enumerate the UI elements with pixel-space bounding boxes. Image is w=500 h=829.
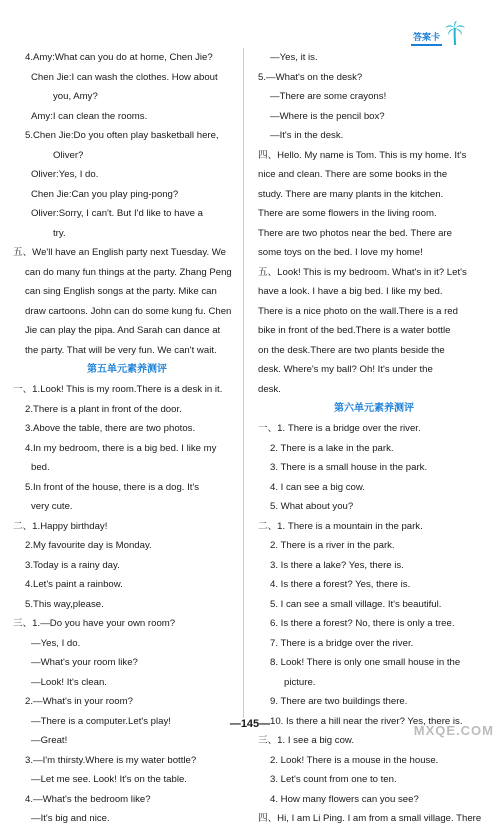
- text-line: 2.There is a plant in front of the door.: [25, 403, 182, 415]
- text-line: picture.: [284, 676, 316, 688]
- text-line: 一、1.Look! This is my room.There is a desk in it.: [13, 384, 223, 395]
- text-line: —Let me see. Look! It's on the table.: [31, 774, 187, 785]
- text-line: 4. Is there a forest? Yes, there is.: [270, 579, 411, 590]
- text-line: 3. Is there a lake? Yes, there is.: [270, 559, 404, 571]
- text-line: —There are some crayons!: [270, 91, 387, 102]
- text-line: 3.Above the table, there are two photos.: [25, 423, 196, 434]
- text-line: Oliver:Sorry, I can't. But I'd like to have a: [31, 208, 203, 219]
- text-line: draw cartoons. John can do some kung fu. Chen: [25, 305, 232, 317]
- watermark: MXQE.COM: [413, 723, 494, 738]
- text-line: 9. There are two buildings there.: [270, 696, 408, 707]
- text-line: 二、1. There is a mountain in the park.: [258, 520, 423, 532]
- text-line: 6. Is there a forest? No, there is only a tree.: [270, 618, 455, 629]
- text-line: 8. Look! There is only one small house in the: [270, 657, 461, 668]
- text-line: Chen Jie:I can wash the clothes. How about: [31, 71, 218, 83]
- text-line: Oliver?: [53, 149, 84, 161]
- text-line: 3.Today is a rainy day.: [25, 559, 120, 571]
- text-line: Amy:I can clean the rooms.: [31, 110, 148, 122]
- text-line: Oliver:Yes, I do.: [31, 169, 99, 180]
- text-line: 4.In my bedroom, there is a big bed. I like my: [25, 442, 217, 454]
- text-line: There are two photos near the bed. There are: [258, 227, 452, 239]
- text-line: bed.: [31, 462, 50, 473]
- text-line: 10. Is there a hill near the river? Yes, there is.: [270, 715, 463, 727]
- text-line: can sing English songs at the party. Mike can: [25, 286, 217, 297]
- text-line: 三、1.—Do you have your own room?: [13, 618, 176, 629]
- text-line: 2.—What's in your room?: [25, 696, 133, 707]
- text-line: nice and clean. There are some books in the: [258, 169, 448, 180]
- text-line: 五、Look! This is my bedroom. What's in it? Let's: [258, 266, 467, 278]
- text-line: 3. Let's count from one to ten.: [270, 774, 397, 785]
- text-line: study. There are many plants in the kitchen.: [258, 188, 444, 200]
- text-line: 4.—What's the bedroom like?: [25, 793, 151, 805]
- text-line: you, Amy?: [53, 91, 98, 102]
- text-line: There are some flowers in the living room.: [258, 208, 437, 219]
- text-line: 5.Chen Jie:Do you often play basketball here,: [25, 130, 219, 141]
- text-line: can do many fun things at the party. Zhang Peng: [25, 266, 232, 278]
- text-line: 3.—I'm thirsty.Where is my water bottle?: [25, 754, 197, 766]
- text-line: 5.This way,please.: [25, 598, 104, 610]
- text-line: 4. How many flowers can you see?: [270, 793, 419, 805]
- section-heading: 第六单元素养测评: [334, 403, 414, 414]
- column-divider: [243, 48, 244, 718]
- text-line: 2. There is a river in the park.: [270, 540, 395, 551]
- text-line: 4.Let's paint a rainbow.: [25, 579, 123, 590]
- text-line: the party. That will be very fun. We can't wait.: [25, 344, 217, 356]
- text-line: 4.Amy:What can you do at home, Chen Jie?: [25, 52, 213, 63]
- text-line: Chen Jie:Can you play ping-pong?: [31, 188, 179, 200]
- text-line: —Yes, I do.: [31, 637, 81, 649]
- text-line: 二、1.Happy birthday!: [13, 520, 108, 532]
- text-line: 7. There is a bridge over the river.: [270, 637, 414, 649]
- text-line: desk.: [258, 383, 281, 395]
- badge-label: 答案卡: [411, 30, 442, 46]
- text-line: 2.My favourite day is Monday.: [25, 540, 152, 551]
- text-line: 4. I can see a big cow.: [270, 481, 365, 493]
- text-line: very cute.: [31, 501, 73, 512]
- text-line: 三、1. I see a big cow.: [258, 735, 354, 746]
- text-line: —Yes, it is.: [270, 52, 318, 63]
- text-line: 5.—What's on the desk?: [258, 71, 363, 83]
- text-line: 5. What about you?: [270, 501, 354, 512]
- text-line: 五、We'll have an English party next Tuesday. We: [13, 247, 226, 258]
- text-line: —What's your room like?: [31, 657, 138, 668]
- text-line: some toys on the bed. I love my home!: [258, 247, 423, 258]
- text-line: 2. Look! There is a mouse in the house.: [270, 754, 439, 766]
- text-line: 一、1. There is a bridge over the river.: [258, 423, 421, 434]
- text-line: —There is a computer.Let's play!: [31, 715, 171, 727]
- page-number: —145—: [229, 718, 271, 730]
- palm-tree-icon: [444, 20, 466, 46]
- section-heading: 第五单元素养测评: [87, 364, 167, 375]
- text-line: 3. There is a small house in the park.: [270, 462, 428, 473]
- text-line: have a look. I have a big bed. I like my bed.: [258, 286, 443, 297]
- text-line: —Look! It's clean.: [31, 676, 107, 688]
- text-line: 四、Hi, I am Li Ping. I am from a small village. There: [258, 813, 482, 824]
- text-line: —It's big and nice.: [31, 813, 110, 824]
- text-line: Jie can play the pipa. And Sarah can dance at: [25, 325, 221, 336]
- text-line: 5. I can see a small village. It's beautiful.: [270, 598, 442, 610]
- left-column: [13, 48, 241, 829]
- text-line: 四、Hello. My name is Tom. This is my home. It's: [258, 149, 467, 161]
- right-column: [258, 48, 490, 829]
- answer-card-badge: [411, 20, 466, 46]
- text-line: try.: [53, 227, 66, 239]
- text-line: There is a nice photo on the wall.There is a red: [258, 305, 458, 317]
- text-line: 5.In front of the house, there is a dog. It's: [25, 481, 200, 493]
- text-line: —Where is the pencil box?: [270, 110, 385, 122]
- text-line: —It's in the desk.: [270, 130, 344, 141]
- text-line: on the desk.There are two plants beside the: [258, 344, 445, 356]
- text-line: desk. Where's my ball? Oh! It's under the: [258, 364, 433, 375]
- text-line: bike in front of the bed.There is a water bottle: [258, 325, 451, 336]
- text-line: 2. There is a lake in the park.: [270, 442, 394, 454]
- text-line: —Great!: [31, 735, 68, 746]
